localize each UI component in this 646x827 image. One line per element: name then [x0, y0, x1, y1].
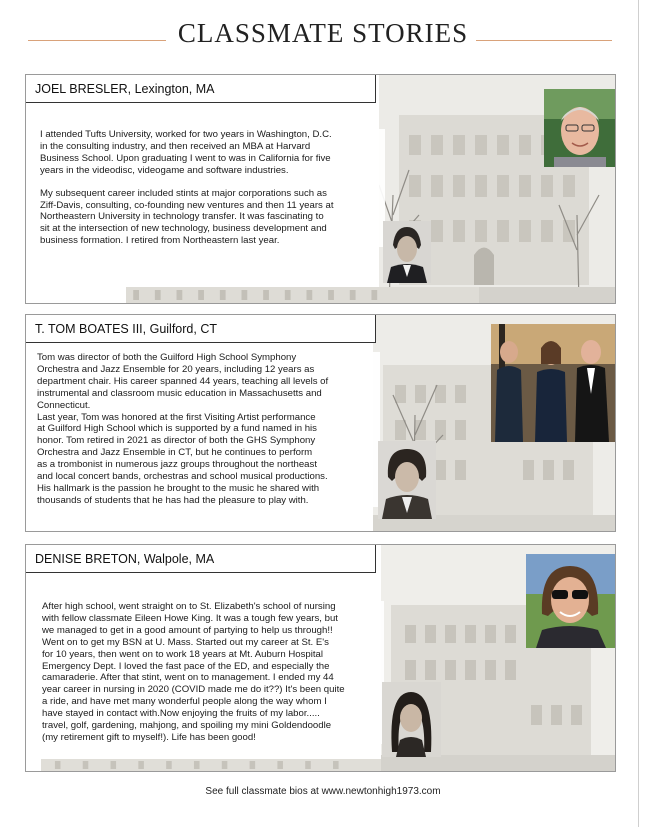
- story-text-line: as a trombonist in numerous jazz groups throughout the northeast: [37, 459, 317, 471]
- story-text-line: camaraderie. After that stint, went on to management. I ended my 44: [42, 672, 334, 684]
- building-strip: [41, 759, 381, 771]
- story-text-line: year career in nursing in 2020 (COVID made me do it??) It's been quite: [42, 684, 345, 696]
- story-text-line: Business School. Upon graduating I went to was in California for five: [40, 152, 331, 164]
- story-text-line: Orchestra and Jazz Ensemble for 20 years, including 12 years as: [37, 363, 315, 375]
- story-card-joel-bresler: [25, 74, 616, 304]
- story-text-line: I attended Tufts University, worked for two years in Washington, D.C.: [40, 129, 332, 140]
- story-text-line: in the consulting industry, and then received an MBA at Harvard: [40, 140, 311, 152]
- story-text-line: sit at the intersection of new technology, business development and: [40, 223, 327, 235]
- story-text-line: Northeastern University in technology transfer. It was fascinating to: [40, 211, 324, 223]
- yearbook-photo: [383, 221, 431, 283]
- story-text-line: Last year, Tom was honored at the first Visiting Artist performance: [37, 411, 316, 423]
- story-text: [40, 129, 385, 247]
- story-text-line: Orchestra and Jazz Ensemble in CT, but he continues to perform: [37, 447, 313, 459]
- story-text-line: with fellow classmate Eileen Howe King. It was a tough few years, but: [42, 612, 338, 624]
- story-text-line: honor. Tom retired in 2021 as director of both the GHS Symphony: [37, 435, 316, 447]
- story-text-line: travel, golf, gardening, mahjong, and spoiling my mini Goldendoodle: [42, 720, 332, 732]
- current-portrait-photo: [526, 554, 615, 648]
- yearbook-photo: [382, 682, 441, 757]
- story-text-line: years in the videodisc, videogame and software industries.: [40, 164, 289, 176]
- story-text-line: department chair. His career spanned 44 years, teaching all levels of: [37, 375, 329, 387]
- story-text-line: Connecticut.: [37, 399, 91, 411]
- story-text-line: (my retirement gift to myself!). Life has been good!: [42, 731, 256, 743]
- story-text-line: at Guilford High School which is supported by a fund named in his: [37, 423, 317, 435]
- current-portrait-photo: [544, 89, 615, 167]
- story-text-line: for 10 years, then went on to work 18 years at Mt. Auburn Hospital: [42, 648, 324, 660]
- story-text-line: instrumental and classroom music education in Massachusetts and: [37, 387, 322, 399]
- story-text-line: My subsequent career included stints at major corporations such as: [40, 187, 327, 199]
- paragraph-gap: [40, 177, 385, 188]
- building-strip: [126, 287, 479, 303]
- story-text-line: a ride, and have met many wonderful people along the way whom I: [42, 696, 327, 708]
- story-text-line: After high school, went straight on to St. Elizabeth's school of nursing: [42, 601, 336, 612]
- page-header: [0, 0, 646, 60]
- yearbook-photo: [378, 441, 436, 519]
- story-text-line: we managed to get in a good amount of partying to help us through!!: [42, 624, 333, 636]
- story-text-line: Tom was director of both the Guilford High School Symphony: [37, 352, 297, 363]
- story-text: [37, 352, 380, 507]
- page-title: CLASSMATE STORIES: [177, 18, 469, 48]
- story-name-heading: DENISE BRETON, Walpole, MA: [26, 545, 376, 573]
- story-text-line: and local concert bands, orchestras and school musical productions.: [37, 471, 328, 483]
- story-name-heading: JOEL BRESLER, Lexington, MA: [26, 75, 376, 103]
- title-rule-right: [476, 40, 612, 41]
- story-card-denise-breton: [25, 544, 616, 772]
- story-text-line: business formation. I retired from Northeastern last year.: [40, 235, 280, 247]
- group-photo: [491, 324, 615, 442]
- story-name-heading: T. TOM BOATES III, Guilford, CT: [26, 315, 376, 343]
- story-text-line: His hallmark is the passion he brought to the music he shared with: [37, 482, 320, 494]
- footer-link-note: See full classmate bios at www.newtonhigh1973.com: [205, 786, 441, 797]
- story-text-line: thousands of students that he has had the pleasure to play with.: [37, 494, 309, 506]
- story-card-tom-boates: [25, 314, 616, 532]
- story-text-line: Went on to get my BSN at U. Mass. Started out my career at St. E's: [42, 636, 329, 648]
- story-text-line: Emergency Dept. I loved the fast pace of the ED, and especially the: [42, 660, 330, 672]
- story-text: [42, 601, 384, 744]
- story-text-line: Ziff-Davis, consulting, co-founding new ventures and then 11 years at: [40, 199, 334, 211]
- page-edge-line: [638, 0, 639, 827]
- story-text-line: have stayed in contact with.Now enjoying the fruits of my labor.....: [42, 708, 320, 720]
